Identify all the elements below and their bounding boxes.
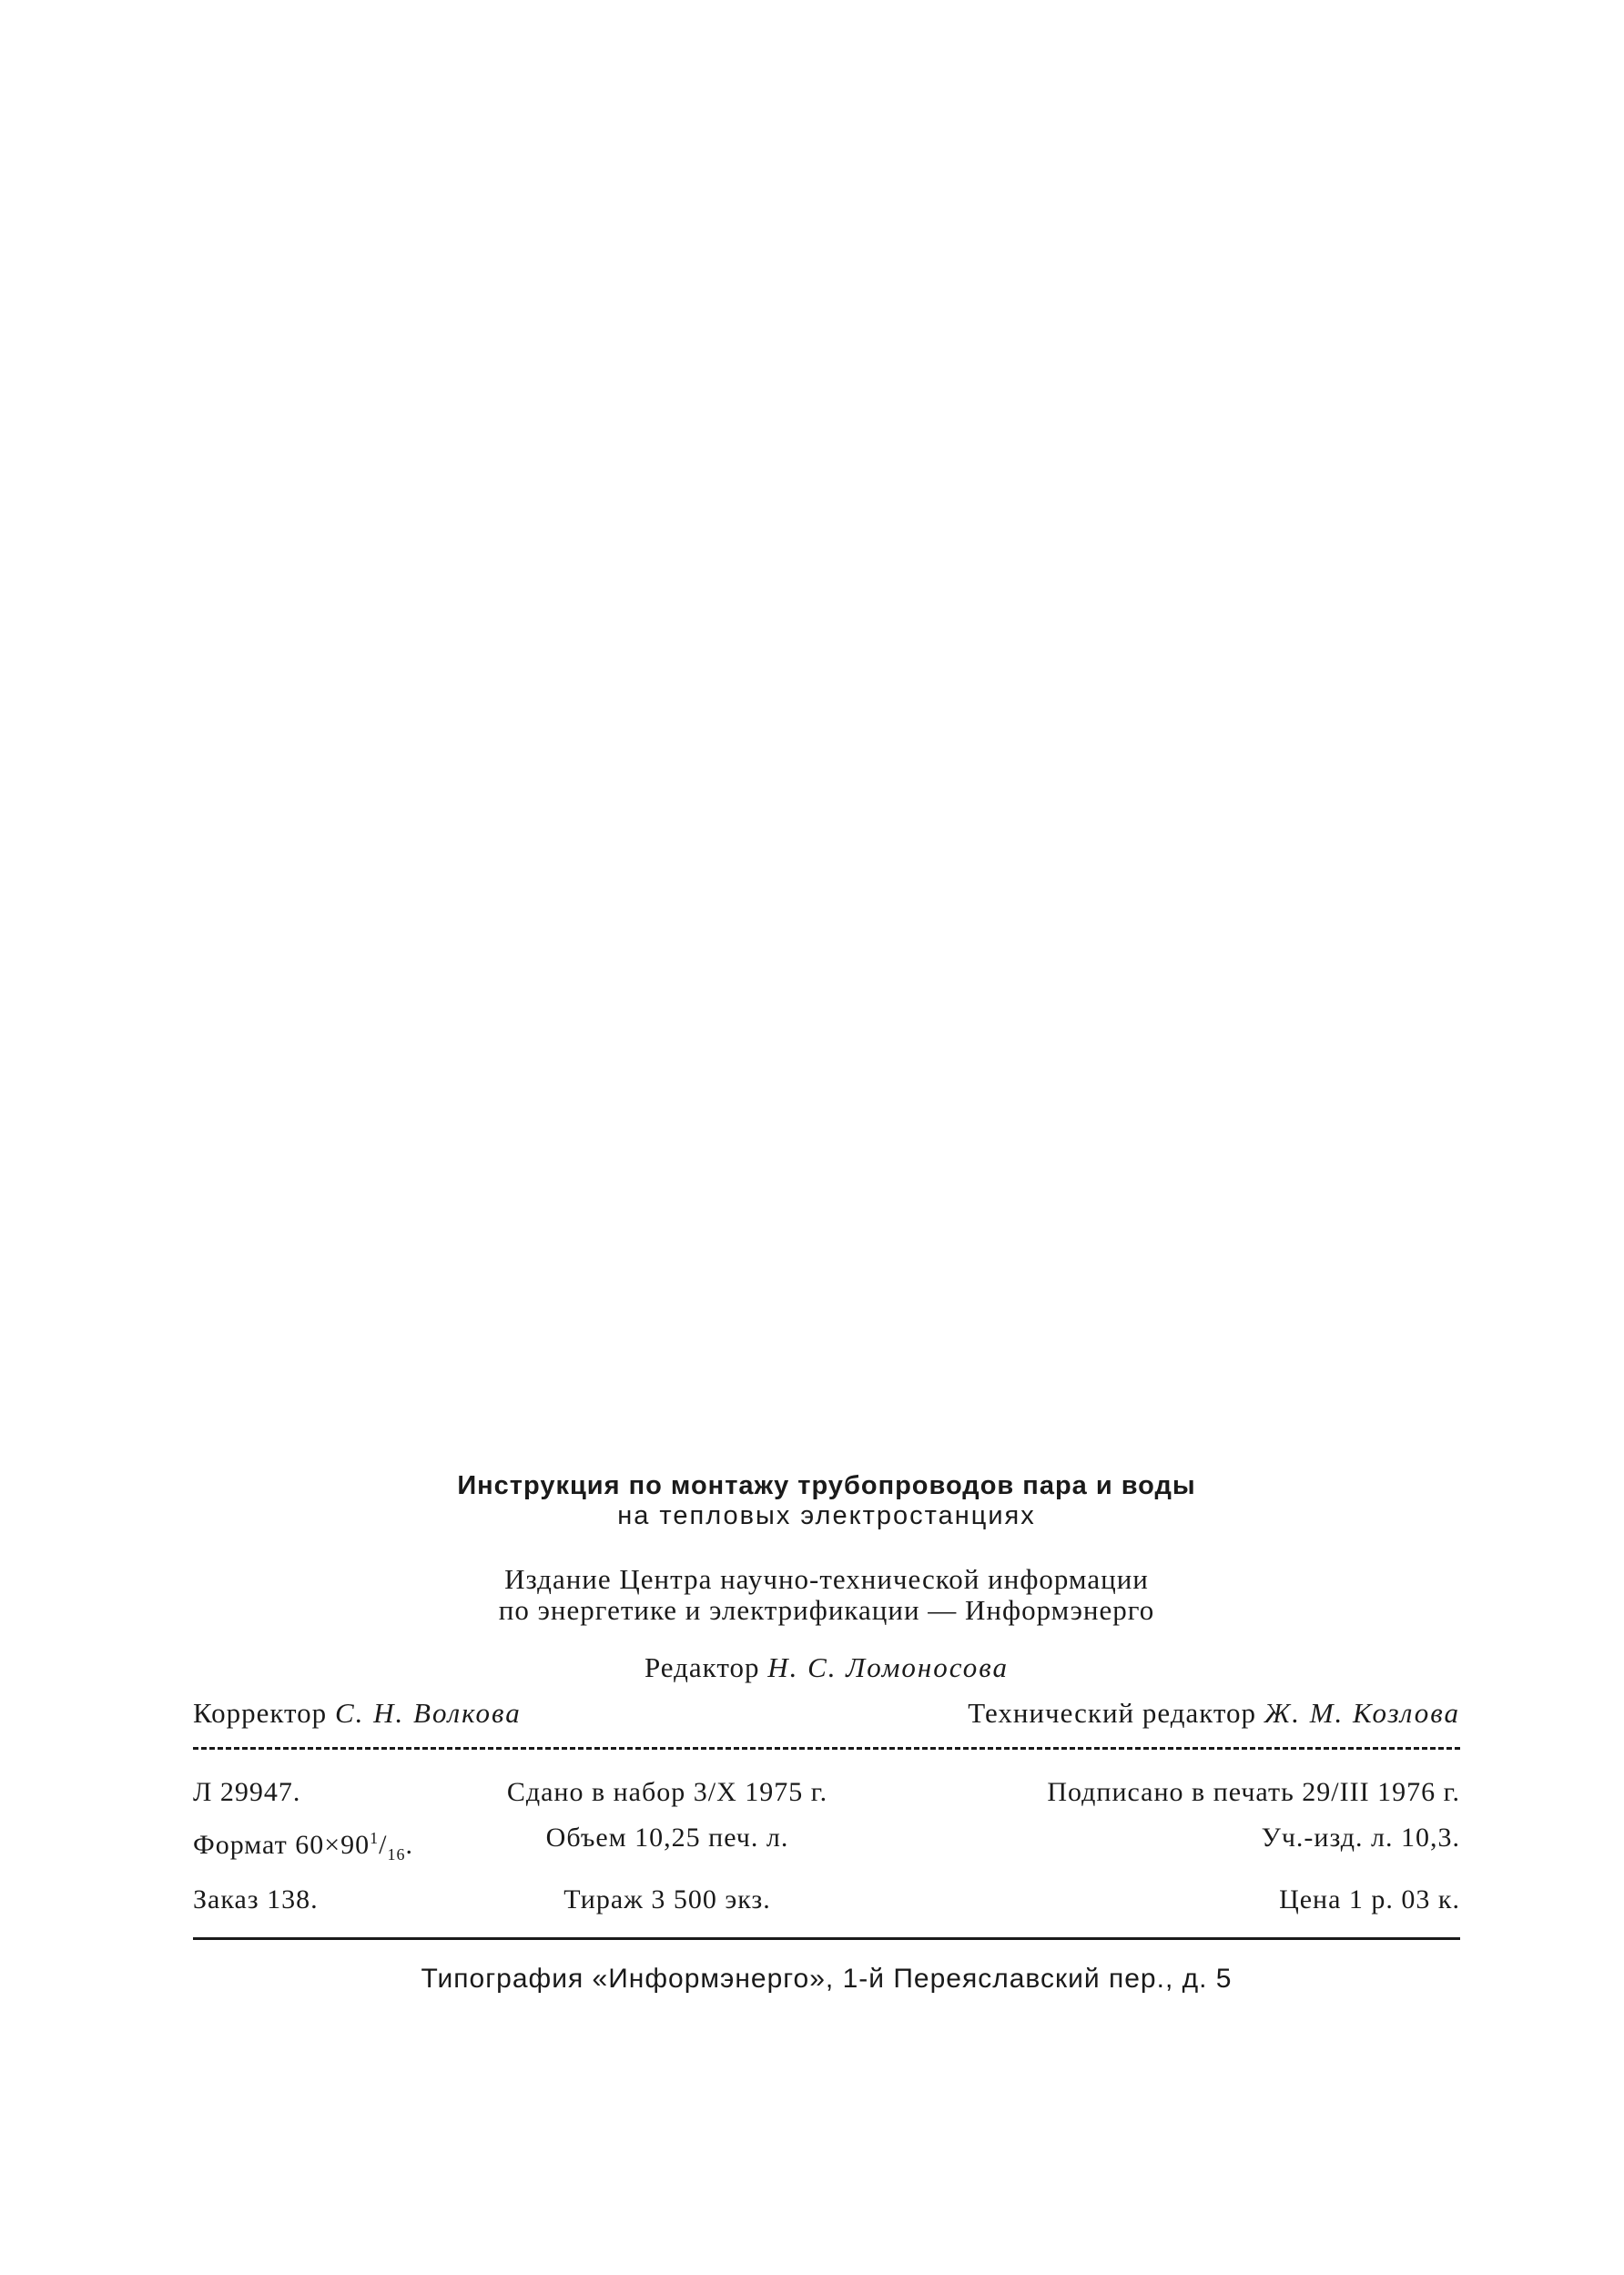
details-row-2: [193, 1815, 1460, 1877]
title-line-1: Инструкция по монтажу трубопроводов пара и воды: [457, 1471, 1196, 1500]
format-sub: 16: [387, 1845, 406, 1864]
signed-date: Подписано в печать 29/III 1976 г.: [1047, 1777, 1460, 1807]
price: Цена 1 р. 03 к.: [1279, 1884, 1460, 1914]
typeset-date: Сдано в набор 3/X 1975 г.: [506, 1777, 828, 1807]
editor-line: [193, 1652, 1460, 1683]
details-row-1: [193, 1770, 1460, 1815]
divider-bottom: [193, 1937, 1460, 1940]
order-number: Заказ 138.: [193, 1884, 319, 1914]
editor-name: Н. С. Ломоносова: [767, 1651, 1010, 1683]
divider-top: [193, 1747, 1460, 1750]
format-value: 60×90: [295, 1830, 370, 1860]
corrector-label: Корректор: [193, 1697, 328, 1729]
license-number: Л 29947.: [193, 1777, 301, 1807]
title-line-2: на тепловых электростанциях: [617, 1501, 1036, 1530]
book-title: [193, 1471, 1460, 1531]
publisher-line-2: по энергетике и электрификации — Информэнерго: [498, 1594, 1155, 1626]
corrector-name: С. Н. Волкова: [334, 1697, 522, 1729]
format: Формат $60\times 90^1/_{16}$.: [193, 1829, 413, 1864]
printer-line: Типография «Информэнерго», 1-й Переяславский пер., д. 5: [421, 1964, 1233, 1994]
print-run: Тираж 3 500 экз.: [563, 1884, 771, 1914]
publisher-line-1: Издание Центра научно-технической информации: [504, 1563, 1149, 1595]
tech-editor-label: Технический редактор: [968, 1697, 1257, 1729]
format-label: Формат: [193, 1830, 288, 1860]
staff-row: [193, 1698, 1460, 1729]
print-details: [193, 1770, 1460, 1923]
tech-editor-name: Ж. М. Козлова: [1264, 1697, 1460, 1729]
publisher-block: [193, 1564, 1460, 1626]
edition-sheets: Уч.-изд. л. 10,3.: [1261, 1823, 1460, 1853]
corrector: [193, 1698, 522, 1729]
details-row-3: [193, 1877, 1460, 1923]
tech-editor: [968, 1698, 1460, 1729]
format-sup: 1: [370, 1829, 380, 1847]
editor-label: Редактор: [644, 1651, 760, 1683]
volume: Объем 10,25 печ. л.: [545, 1823, 789, 1853]
colophon: [193, 1471, 1460, 1995]
